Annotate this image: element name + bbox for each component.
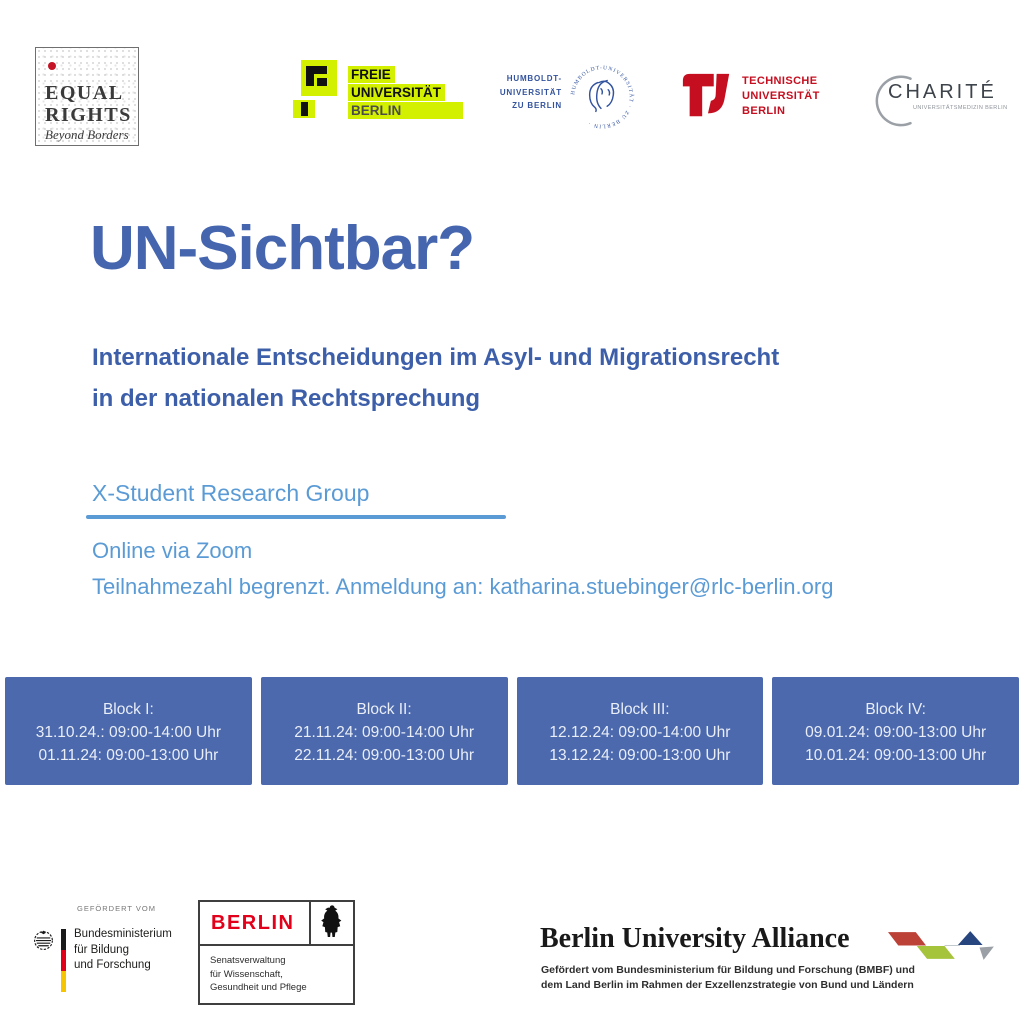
page-title: UN-Sichtbar? bbox=[90, 214, 475, 283]
block-date-line: 10.01.24: 09:00-13:00 Uhr bbox=[805, 747, 987, 764]
block-title: Block I: bbox=[102, 701, 154, 718]
senate-line3: Gesundheit und Pflege bbox=[210, 982, 307, 993]
fu-berlin-line1: FREIE bbox=[348, 66, 395, 83]
hu-berlin-seal-icon bbox=[567, 62, 637, 132]
senate-line2: für Wissenschaft, bbox=[210, 968, 283, 980]
berlin-senate-logo bbox=[198, 900, 355, 1005]
group-underline-rule bbox=[86, 515, 506, 519]
berlin-bear-icon bbox=[321, 905, 343, 941]
bmbf-line2: für Bildung bbox=[74, 943, 129, 956]
senate-department-text bbox=[200, 946, 353, 1003]
subtitle-line-1: Internationale Entscheidungen im Asyl- und Migrationsrecht bbox=[92, 344, 780, 371]
tu-berlin-line3: BERLIN bbox=[742, 105, 786, 117]
berlin-wordmark: BERLIN bbox=[211, 911, 295, 934]
bmbf-line3: und Forschung bbox=[74, 959, 151, 971]
group-label: X-Student Research Group bbox=[92, 480, 370, 506]
fu-berlin-line2: UNIVERSITÄT bbox=[348, 84, 445, 101]
berlin-bear-cell bbox=[309, 902, 353, 944]
fu-berlin-glyph-icon bbox=[293, 60, 339, 118]
block-title: Block III: bbox=[610, 701, 670, 718]
block-date-line: 12.12.24: 09:00-14:00 Uhr bbox=[549, 724, 731, 741]
senate-line1: Senatsverwaltung bbox=[210, 955, 286, 966]
funded-by-label: GEFÖRDERT VOM bbox=[77, 904, 156, 913]
schedule-block-4 bbox=[772, 677, 1019, 785]
svg-text:HUMBOLDT-UNIVERSITÄT · ZU BERL: HUMBOLDT-UNIVERSITÄT · ZU BERLIN · bbox=[570, 65, 634, 129]
block-date-line: 22.11.24: 09:00-13:00 Uhr bbox=[294, 747, 475, 764]
equal-rights-logo bbox=[35, 47, 139, 146]
tu-berlin-line1: TECHNISCHE bbox=[742, 75, 818, 87]
hu-berlin-line1: HUMBOLDT- bbox=[506, 74, 562, 83]
charite-subline: UNIVERSITÄTSMEDIZIN BERLIN bbox=[913, 105, 1008, 111]
registration-line: Teilnahmezahl begrenzt. Anmeldung an: katharina.stuebinger@rlc-berlin.org bbox=[92, 574, 834, 599]
equal-rights-word2: RIGHTS bbox=[45, 104, 132, 126]
german-flag-stripe-icon bbox=[61, 929, 66, 992]
bua-funding-line2: dem Land Berlin im Rahmen der Exzellenzstrategie von Bund und Ländern bbox=[541, 979, 914, 991]
hu-berlin-wordmark bbox=[494, 72, 562, 113]
tu-berlin-wordmark bbox=[742, 74, 820, 119]
block-title: Block II: bbox=[356, 701, 412, 718]
bua-wordmark: Berlin University Alliance bbox=[540, 923, 850, 954]
bmbf-wordmark bbox=[74, 927, 172, 974]
schedule-block-1 bbox=[5, 677, 252, 785]
hu-berlin-line3: ZU BERLIN bbox=[512, 101, 562, 110]
subtitle-line-2: in der nationalen Rechtsprechung bbox=[92, 385, 481, 412]
schedule-block-2 bbox=[261, 677, 508, 785]
federal-eagle-icon bbox=[31, 927, 56, 952]
bua-mark-icon bbox=[888, 930, 998, 961]
schedule-block-3 bbox=[517, 677, 764, 785]
block-date-line: 09.01.24: 09:00-13:00 Uhr bbox=[805, 724, 987, 741]
fu-berlin-line3: BERLIN bbox=[348, 102, 463, 119]
subtitle bbox=[92, 337, 779, 419]
bua-funding-line1: Gefördert vom Bundesministerium für Bildung und Forschung (BMBF) und bbox=[541, 964, 915, 976]
bmbf-line1: Bundesministerium bbox=[74, 928, 172, 940]
block-date-line: 13.12.24: 09:00-13:00 Uhr bbox=[549, 747, 731, 764]
schedule-blocks bbox=[5, 677, 1019, 785]
block-date-line: 01.11.24: 09:00-13:00 Uhr bbox=[38, 747, 219, 764]
block-title: Block IV: bbox=[865, 701, 926, 718]
hu-berlin-line2: UNIVERSITÄT bbox=[499, 87, 562, 97]
equal-rights-dot-icon bbox=[48, 62, 56, 70]
bua-funding-note bbox=[541, 963, 915, 993]
location-line: Online via Zoom bbox=[92, 538, 253, 563]
tu-berlin-line2: UNIVERSITÄT bbox=[742, 90, 820, 102]
tu-berlin-glyph-icon bbox=[680, 71, 734, 121]
equal-rights-tagline: Beyond Borders bbox=[45, 127, 129, 142]
block-date-line: 31.10.24.: 09:00-14:00 Uhr bbox=[35, 724, 222, 741]
charite-wordmark: CHARITÉ bbox=[888, 81, 997, 103]
equal-rights-word1: EQUAL bbox=[45, 82, 124, 104]
fu-berlin-logo bbox=[293, 60, 463, 120]
block-date-line: 21.11.24: 09:00-14:00 Uhr bbox=[294, 724, 475, 741]
